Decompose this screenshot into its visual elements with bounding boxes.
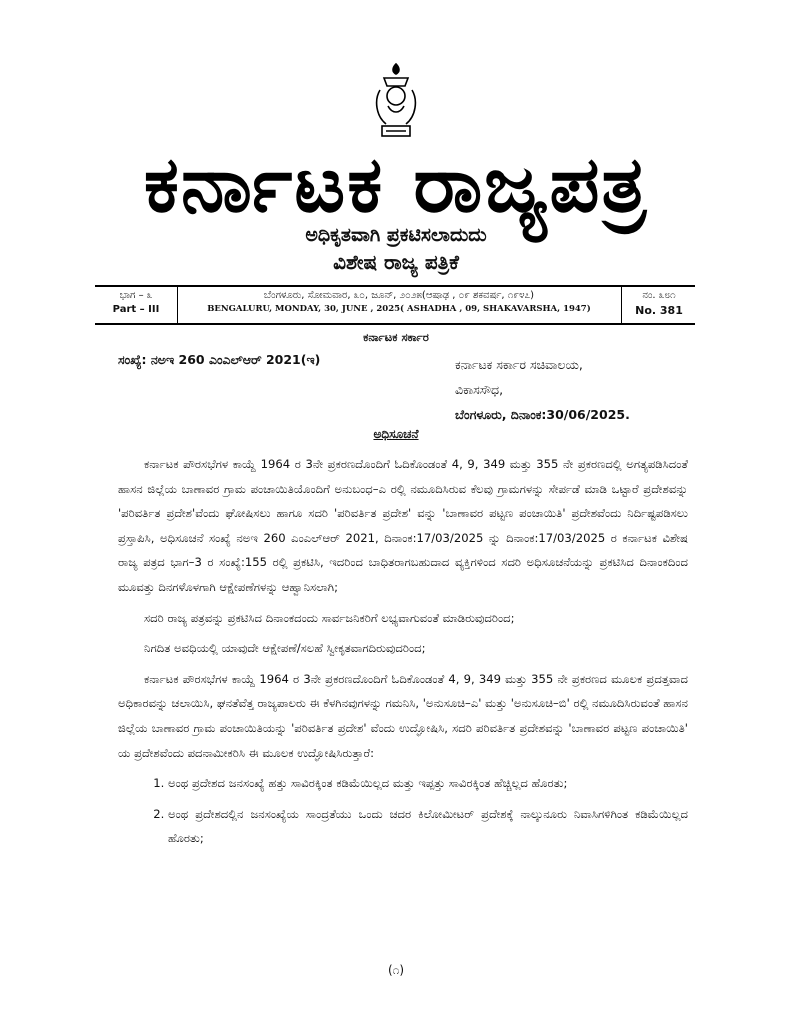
gazette-subtitle: ಅಧಿಕೃತವಾಗಿ ಪ್ರಕಟಿಸಲಾದುದು bbox=[305, 224, 487, 246]
page-number: (೧) bbox=[387, 963, 405, 977]
list-item: 1. ಅಂಥ ಪ್ರದೇಶದ ಜನಸಂಖ್ಯೆ ಹತ್ತು ಸಾವಿರಕ್ಕಿಂತ ಕಡಿಮೆಯಿಲ್ಲದ ಮತ್ತು ಇಪ್ಪತ್ತು ಸಾವಿರಕ್ಕಿಂತ ಹೆಚ್ಚಿಲ್ಲದ ಹೊರತು; bbox=[168, 771, 688, 796]
part-kannada: ಭಾಗ – ೩ bbox=[119, 290, 153, 301]
date-english: BENGALURU, MONDAY, 30, JUNE , 2025( ASHADHA , 09, SHAKAVARSHA, 1947) bbox=[207, 304, 591, 314]
state-emblem-icon bbox=[370, 60, 422, 142]
paragraph: ಕರ್ನಾಟಕ ಪೌರಸಭೆಗಳ ಕಾಯ್ದೆ 1964 ರ 3ನೇ ಪ್ರಕರಣದೊಂದಿಗೆ ಓದಿಕೊಂಡಂತೆ 4, 9, 349 ಮತ್ತು 355 ನೇ ಪ್ರಕರಣದ ಮೂಲಕ ಪ್ರದತ್ತವಾದ ಅಧಿಕಾರವನ್ನು ಚಲಾಯಿಸಿ, ಘನತೆವೆತ್ತ ರಾಜ್ಯಪಾಲರು ಈ ಕೆಳಗಿನವುಗಳನ್ನು ಗಮನಿಸಿ, 'ಅನುಸೂಚಿ–ಎ' ಮತ್ತು 'ಅನುಸೂಚಿ–ಬಿ' ರಲ್ಲಿ ನಮೂದಿಸಿರುವಂತೆ ಹಾಸನ ಜಿಲ್ಲೆಯ ಬಾಣಾವರ ಗ್ರಾಮ ಪಂಚಾಯಿತಿಯನ್ನು 'ಪರಿವರ್ತಿತ ಪ್ರದೇಶ' ವೆಂದು ಉದ್ಘೋಷಿಸಿ, ಸದರಿ ಪರಿವರ್ತಿತ ಪ್ರದೇಶವನ್ನು 'ಬಾಣಾವರ ಪಟ್ಟಣ ಪಂಚಾಯಿತಿ' ಯ ಪ್ರದೇಶವೆಂದು ಪದನಾಮೀಕರಿಸಿ ಈ ಮೂಲಕ ಉದ್ಘೋಷಿಸಿರುತ್ತಾರೆ: bbox=[118, 671, 688, 760]
order-number: ಸಂಖ್ಯೆ: ನಅಇ 260 ಎಂಎಲ್ಆರ್ 2021(ಇ) bbox=[118, 352, 321, 367]
part-english: Part – III bbox=[112, 304, 160, 315]
notification-body bbox=[118, 452, 688, 857]
notification-date: ಬೆಂಗಳೂರು, ದಿನಾಂಕ:30/06/2025. bbox=[455, 407, 630, 422]
number-cell bbox=[621, 287, 696, 323]
notification-title: ಅಧಿಸೂಚನೆ bbox=[373, 427, 419, 441]
gazette-edition: ವಿಶೇಷ ರಾಜ್ಯ ಪತ್ರಿಕೆ bbox=[333, 250, 459, 274]
header-bar bbox=[95, 285, 695, 325]
paragraph: ನಿಗದಿತ ಅವಧಿಯಲ್ಲಿ ಯಾವುದೇ ಆಕ್ಷೇಪಣೆ/ಸಲಹೆ ಸ್ವೀಕೃತವಾಗದಿರುವುದರಿಂದ; bbox=[144, 641, 426, 656]
gazette-title: ಕರ್ನಾಟಕ ರಾಜ್ಯಪತ್ರ bbox=[143, 140, 649, 230]
list-item: 2. ಅಂಥ ಪ್ರದೇಶದಲ್ಲಿನ ಜನಸಂಖ್ಯೆಯ ಸಾಂದ್ರತೆಯು ಒಂದು ಚದರ ಕಿಲೋಮೀಟರ್ ಪ್ರದೇಶಕ್ಕೆ ನಾಲ್ಕುನೂರು ನಿವಾಸಿಗಳಿಗಿಂತ ಕಡಿಮೆಯಿಲ್ಲದ ಹೊರತು; bbox=[168, 802, 688, 851]
government-heading: ಕರ್ನಾಟಕ ಸರ್ಕಾರ bbox=[363, 330, 429, 344]
secretariat-line: ವಿಕಾಸಸೌಧ, bbox=[455, 382, 504, 397]
number-kannada: ನಂ. ೩೮೧ bbox=[642, 290, 676, 301]
number-english: No. 381 bbox=[635, 304, 683, 317]
date-cell bbox=[179, 287, 619, 323]
date-kannada: ಬೆಂಗಳೂರು, ಸೋಮವಾರ, ೩೦, ಜೂನ್, ೨೦೨೫(ಆಷಾಢ , ೦೯ ಶಕವರ್ಷ, ೧೯೪೭) bbox=[263, 290, 535, 301]
paragraph: ಸದರಿ ರಾಜ್ಯ ಪತ್ರವನ್ನು ಪ್ರಕಟಿಸಿದ ದಿನಾಂಕದಂದು ಸಾರ್ವಜನಿಕರಿಗೆ ಲಭ್ಯವಾಗುವಂತೆ ಮಾಡಿರುವುದರಿಂದ; bbox=[144, 610, 515, 625]
conditions-list bbox=[118, 771, 688, 851]
secretariat-line: ಕರ್ನಾಟಕ ಸರ್ಕಾರ ಸಚಿವಾಲಯ, bbox=[455, 357, 583, 372]
secretariat-address bbox=[455, 352, 630, 427]
paragraph: ಕರ್ನಾಟಕ ಪೌರಸಭೆಗಳ ಕಾಯ್ದೆ 1964 ರ 3ನೇ ಪ್ರಕರಣದೊಂದಿಗೆ ಓದಿಕೊಂಡಂತೆ 4, 9, 349 ಮತ್ತು 355 ನೇ ಪ್ರಕರಣದಲ್ಲಿ ಅಗತ್ಯಪಡಿಸಿದಂತೆ ಹಾಸನ ಜಿಲ್ಲೆಯ ಬಾಣಾವರ ಗ್ರಾಮ ಪಂಚಾಯಿತಿಯೊಂದಿಗೆ ಅನುಬಂಧ–ಎ ರಲ್ಲಿ ನಮೂದಿಸಿರುವ ಕೆಲವು ಗ್ರಾಮಗಳನ್ನು ಸೇರ್ಪಡೆ ಮಾಡಿ ಒಟ್ಟಾರೆ ಪ್ರದೇಶವನ್ನು 'ಪರಿವರ್ತಿತ ಪ್ರದೇಶ'ವೆಂದು ಘೋಷಿಸಲು ಹಾಗೂ ಸದರಿ 'ಪರಿವರ್ತಿತ ಪ್ರದೇಶ' ವನ್ನು 'ಬಾಣಾವರ ಪಟ್ಟಣ ಪಂಚಾಯಿತಿ' ಪ್ರದೇಶವೆಂದು ನಿರ್ದಿಷ್ಟಪಡಿಸಲು ಪ್ರಸ್ತಾಪಿಸಿ, ಅಧಿಸೂಚನೆ ಸಂಖ್ಯೆ ನಅಇ 260 ಎಂಎಲ್ಆರ್ 2021, ದಿನಾಂಕ:17/03/2025 ನ್ನು ದಿನಾಂಕ:17/03/2025 ರ ಕರ್ನಾಟಕ ವಿಶೇಷ ರಾಜ್ಯ ಪತ್ರದ ಭಾಗ–3 ರ ಸಂಖ್ಯೆ:155 ರಲ್ಲಿ ಪ್ರಕಟಿಸಿ, ಇದರಿಂದ ಬಾಧಿತರಾಗಬಹುದಾದ ವ್ಯಕ್ತಿಗಳಿಂದ ಸದರಿ ಅಧಿಸೂಚನೆಯನ್ನು ಪ್ರಕಟಿಸಿದ ದಿನಾಂಕದಿಂದ ಮೂವತ್ತು ದಿನಗಳೊಳಗಾಗಿ ಆಕ್ಷೇಪಣೆಗಳನ್ನು ಆಹ್ವಾನಿಸಲಾಗಿ; bbox=[118, 457, 688, 594]
part-cell bbox=[95, 287, 178, 323]
